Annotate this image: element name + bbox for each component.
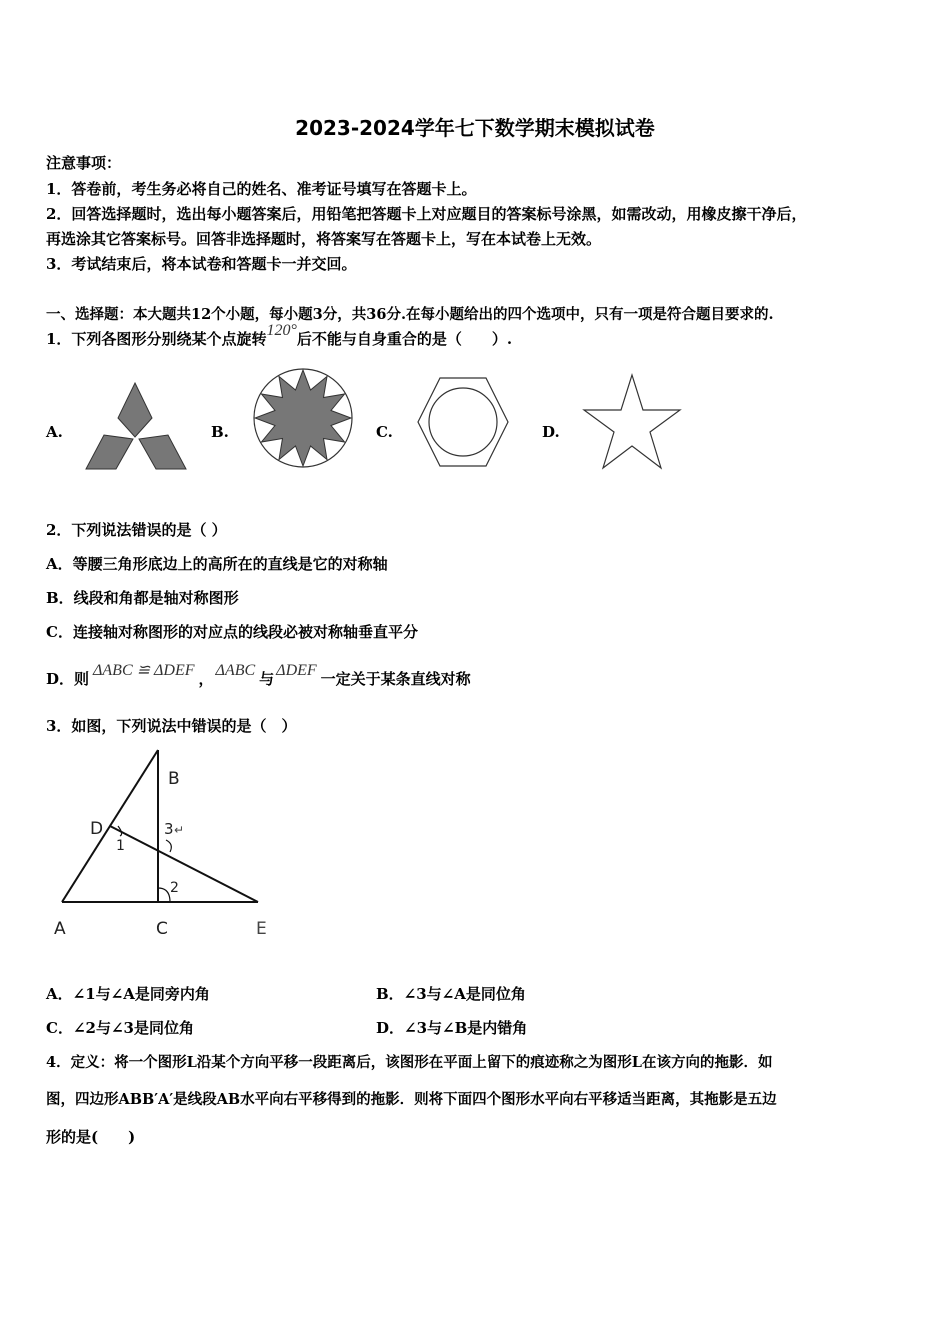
- q3-geometry-figure: [46, 742, 286, 942]
- q2-option-c: C．连接轴对称图形的对应点的线段必被对称轴垂直平分: [46, 623, 418, 641]
- q3-option-a: A．∠1与∠A是同旁内角: [46, 985, 210, 1003]
- question-4-line-3: 形的是( ): [46, 1128, 136, 1146]
- return-mark: ↵: [174, 823, 185, 837]
- label-angle-2: 2: [170, 880, 179, 896]
- q1-option-d-label: D.: [542, 423, 560, 441]
- question-4-line-2: 图，四边形ABB′A′是线段AB水平向右平移得到的拖影．则将下面四个图形水平向右平移适当距离，其拖影是五边: [46, 1091, 777, 1108]
- kite-left: [86, 435, 133, 469]
- q2-d-congruence: ΔABC ≌ ΔDEF: [93, 662, 195, 679]
- q1-figure-c-hexagon-circle: [416, 376, 510, 468]
- notice-item-2-cont: 再选涂其它答案标号。回答非选择题时，将答案写在答题卡上，写在本试卷上无效。: [46, 230, 602, 248]
- label-c: C: [156, 919, 168, 939]
- q1-figure-b-star-in-circle: [251, 366, 355, 470]
- notice-item-2: 2．回答选择题时，选出每小题答案后，用铅笔把答题卡上对应题目的答案标号涂黑，如需改动，用橡皮擦干净后，: [46, 205, 807, 223]
- q1-option-c-label: C.: [376, 423, 393, 441]
- segment-de: [110, 826, 258, 902]
- question-2-stem: 2．下列说法错误的是（ ）: [46, 521, 227, 539]
- q2-d-mid: 与: [259, 670, 275, 688]
- q1-figure-a-kites: [84, 380, 188, 472]
- q1-figure-d-star: [581, 372, 683, 472]
- q2-d-triangle-def: ΔDEF: [276, 662, 317, 679]
- q1-text-pre: 1．下列各图形分别绕某个点旋转: [46, 330, 267, 348]
- label-angle-1: 1: [116, 838, 125, 854]
- q2-d-post: 一定关于某条直线对称: [320, 670, 471, 688]
- q2-option-a: A．等腰三角形底边上的高所在的直线是它的对称轴: [46, 555, 388, 573]
- label-b: B: [168, 769, 180, 789]
- q3-option-b: B．∠3与∠A是同位角: [376, 985, 526, 1003]
- question-4-line-1: 4．定义：将一个图形L沿某个方向平移一段距离后，该图形在平面上留下的痕迹称之为图形L在该方向的拖影．如: [46, 1054, 773, 1071]
- q1-angle: 120°: [266, 322, 297, 339]
- q3-option-c: C．∠2与∠3是同位角: [46, 1019, 194, 1037]
- kite-right: [139, 435, 186, 469]
- q1-option-a-label: A.: [46, 423, 63, 441]
- kite-top: [118, 383, 152, 437]
- q2-option-b: B．线段和角都是轴对称图形: [46, 589, 239, 607]
- notice-item-1: 1．答卷前，考生务必将自己的姓名、准考证号填写在答题卡上。: [46, 180, 477, 198]
- notice-item-3: 3．考试结束后，将本试卷和答题卡一并交回。: [46, 255, 357, 273]
- q1-text-post: 后不能与自身重合的是（ ）.: [296, 330, 513, 348]
- page-title: 2023-2024学年七下数学期末模拟试卷: [295, 116, 655, 140]
- question-1-stem: [46, 322, 513, 349]
- label-e: E: [256, 919, 267, 939]
- q2-d-pre: D．则: [46, 670, 90, 688]
- question-3-stem: 3．如图，下列说法中错误的是（ ）: [46, 717, 297, 735]
- q2-option-d: [46, 662, 471, 689]
- q1-option-b-label: B.: [211, 423, 229, 441]
- label-a: A: [54, 919, 66, 939]
- inner-circle: [429, 388, 497, 456]
- q2-d-triangle-abc: ΔABC: [215, 662, 256, 679]
- q3-option-d: D．∠3与∠B是内错角: [376, 1019, 528, 1037]
- label-d: D: [90, 819, 104, 839]
- angle-3-arc: [166, 840, 171, 852]
- notice-header: 注意事项：: [46, 154, 122, 172]
- label-angle-3: 3: [164, 820, 174, 838]
- section-heading: 一、选择题：本大题共12个小题，每小题3分，共36分.在每小题给出的四个选项中，只有一项是符合题目要求的.: [46, 306, 774, 323]
- q2-d-comma: ，: [198, 670, 214, 688]
- angle-2-arc: [158, 888, 170, 902]
- five-point-star: [584, 375, 680, 468]
